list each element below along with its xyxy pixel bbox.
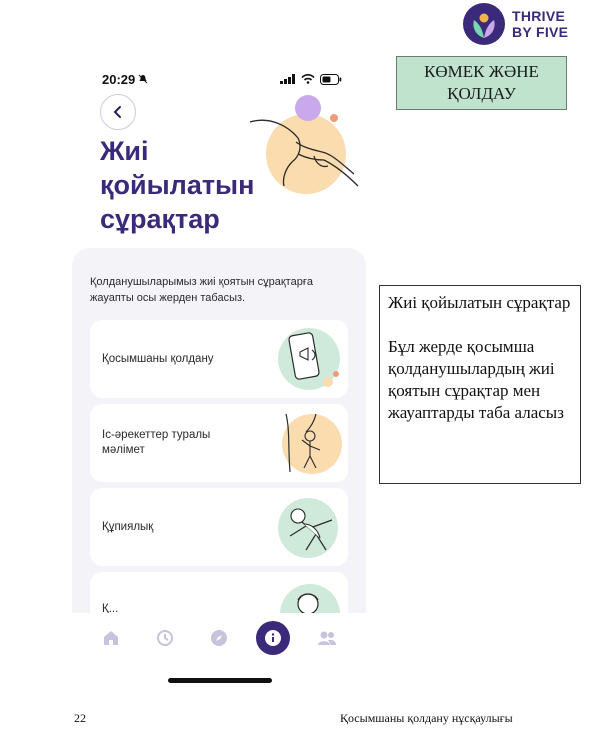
status-bar [102, 70, 342, 88]
home-indicator [168, 678, 272, 683]
logo-mark-icon [462, 2, 506, 46]
description-title: Жиі қойылатын сұрақтар [388, 293, 571, 312]
tab-community[interactable] [310, 621, 344, 655]
faq-item-label: Құпиялық [102, 520, 154, 533]
status-time: 20:29 [102, 71, 136, 87]
child-illustration [276, 578, 342, 613]
description-box [379, 285, 581, 484]
faq-item-label: Іс-әрекеттер туралы мәлімет [102, 429, 211, 456]
faq-list-card [72, 248, 366, 613]
intro-text: Қолданушыларымыз жиі қоятын сұрақтарға жауапты осы жерден табасыз. [90, 276, 313, 304]
wifi-icon [301, 74, 315, 84]
thrive-by-five-logo [462, 0, 582, 48]
bottom-tab-bar [72, 613, 366, 663]
page-title: Жиі қойылатын сұрақтар [100, 136, 255, 234]
faq-item-activities[interactable] [90, 404, 348, 482]
phone-screenshot [72, 60, 368, 700]
faq-item-app-usage[interactable] [90, 320, 348, 398]
faq-item-label: Қосымшаны қолдану [102, 352, 214, 365]
phone-illustration [276, 326, 342, 392]
footer-title: Қосымшаны қолдану нұсқаулығы [340, 711, 513, 725]
description-body: Бұл жерде қосымша қолданушылардың жиі қоятын сұрақтар мен жауаптарды таба аласыз [388, 337, 564, 422]
faq-item-privacy[interactable] [90, 488, 348, 566]
chevron-left-icon [113, 105, 123, 119]
tab-history[interactable] [148, 621, 182, 655]
people-icon [317, 629, 337, 647]
signal-icon [280, 74, 296, 84]
info-icon [264, 629, 282, 647]
page-number: 22 [74, 711, 86, 725]
child-flying-illustration [276, 494, 342, 560]
home-icon [102, 629, 120, 647]
tab-explore[interactable] [202, 621, 236, 655]
logo-text: THRIVE BY FIVE [512, 8, 569, 40]
section-label: КӨМЕК ЖӘНЕ ҚОЛДАУ [396, 56, 567, 110]
back-button[interactable] [100, 94, 136, 130]
child-climbing-illustration [276, 410, 342, 476]
faq-item-partial[interactable] [90, 572, 348, 613]
tab-home[interactable] [94, 621, 128, 655]
history-icon [156, 629, 174, 647]
faq-item-label: Қ... [102, 603, 119, 613]
tab-info[interactable] [256, 621, 290, 655]
bell-muted-icon [138, 74, 148, 84]
compass-icon [210, 629, 228, 647]
battery-icon [320, 74, 342, 85]
